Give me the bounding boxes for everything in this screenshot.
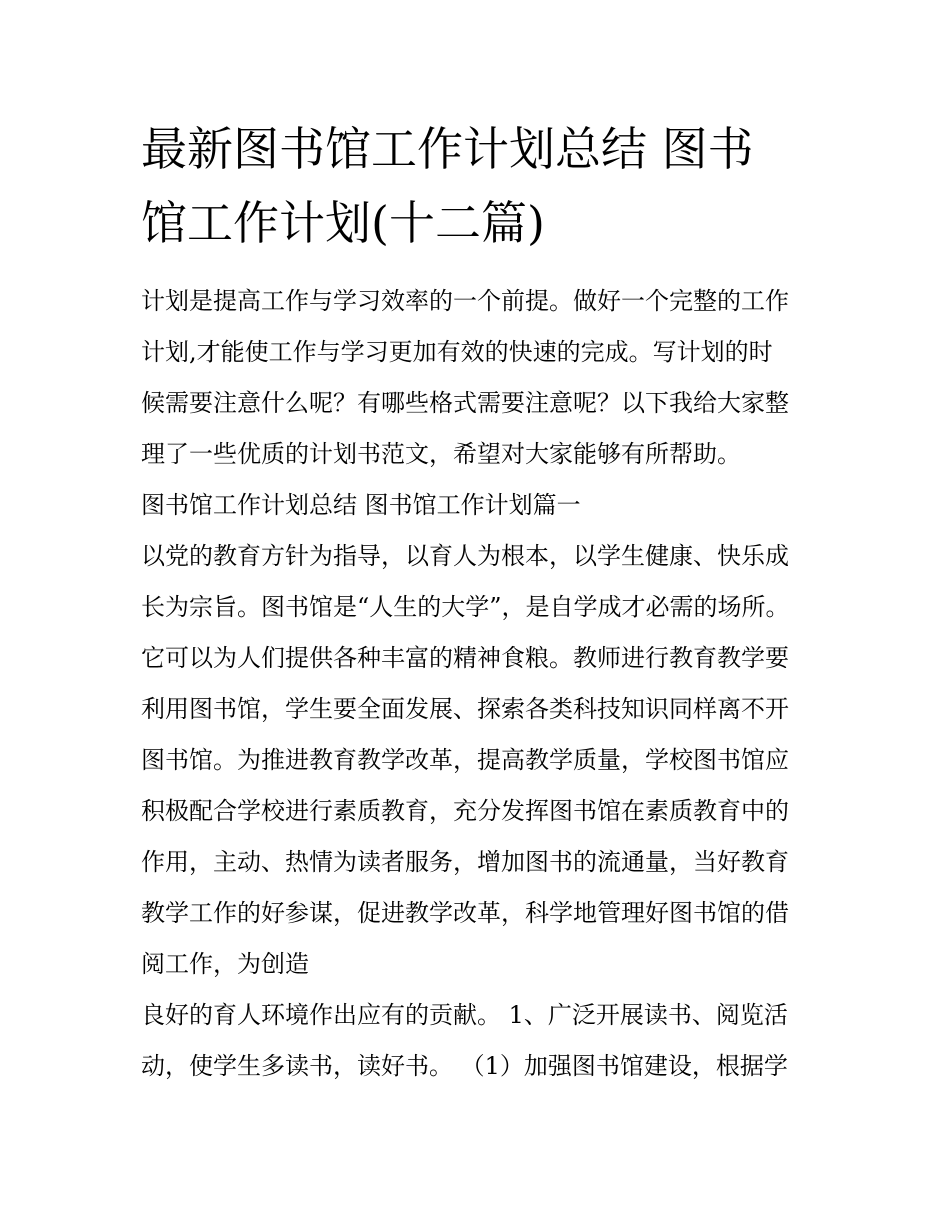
- title-line: 馆工作计划(十二篇): [141, 196, 545, 250]
- text-line: 计划是提高工作与学习效率的一个前提。做好一个完整的工作: [141, 287, 789, 315]
- document-title: [141, 112, 821, 260]
- text-line: 长为宗旨。图书馆是“人生的大学”，是自学成才必需的场所。: [141, 593, 790, 621]
- text-line: 以党的教育方针为指导，以育人为根本，以学生健康、快乐成: [141, 542, 789, 570]
- text-line: 候需要注意什么呢？有哪些格式需要注意呢？以下我给大家整: [141, 389, 789, 417]
- section-heading: 图书馆工作计划总结 图书馆工作计划篇一: [141, 491, 581, 519]
- text-line: 积极配合学校进行素质教育，充分发挥图书馆在素质教育中的: [141, 797, 789, 825]
- text-line: 它可以为人们提供各种丰富的精神食粮。教师进行教育教学要: [141, 644, 789, 672]
- text-line: 教学工作的好参谋，促进教学改革，科学地管理好图书馆的借: [141, 899, 789, 927]
- intro-paragraph: [141, 276, 821, 480]
- text-line: 计划,才能使工作与学习更加有效的快速的完成。写计划的时: [141, 338, 773, 366]
- body-paragraph-2: [141, 990, 821, 1092]
- document-body: [141, 276, 821, 1092]
- text-line: 图书馆。为推进教育教学改革，提高教学质量，学校图书馆应: [141, 746, 789, 774]
- body-paragraph-1: [141, 531, 821, 990]
- text-line: 理了一些优质的计划书范文，希望对大家能够有所帮助。: [141, 440, 741, 468]
- text-line: 阅工作，为创造: [141, 950, 309, 978]
- text-line: 作用，主动、热情为读者服务，增加图书的流通量，当好教育: [141, 848, 789, 876]
- text-line: 利用图书馆，学生要全面发展、探索各类科技知识同样离不开: [141, 695, 789, 723]
- text-line: 良好的育人环境作出应有的贡献。 1、广泛开展读书、阅览活: [141, 1001, 788, 1029]
- text-line: 动，使学生多读书，读好书。 （1）加强图书馆建设，根据学: [141, 1052, 788, 1080]
- title-line: 最新图书馆工作计划总结 图书: [141, 122, 754, 176]
